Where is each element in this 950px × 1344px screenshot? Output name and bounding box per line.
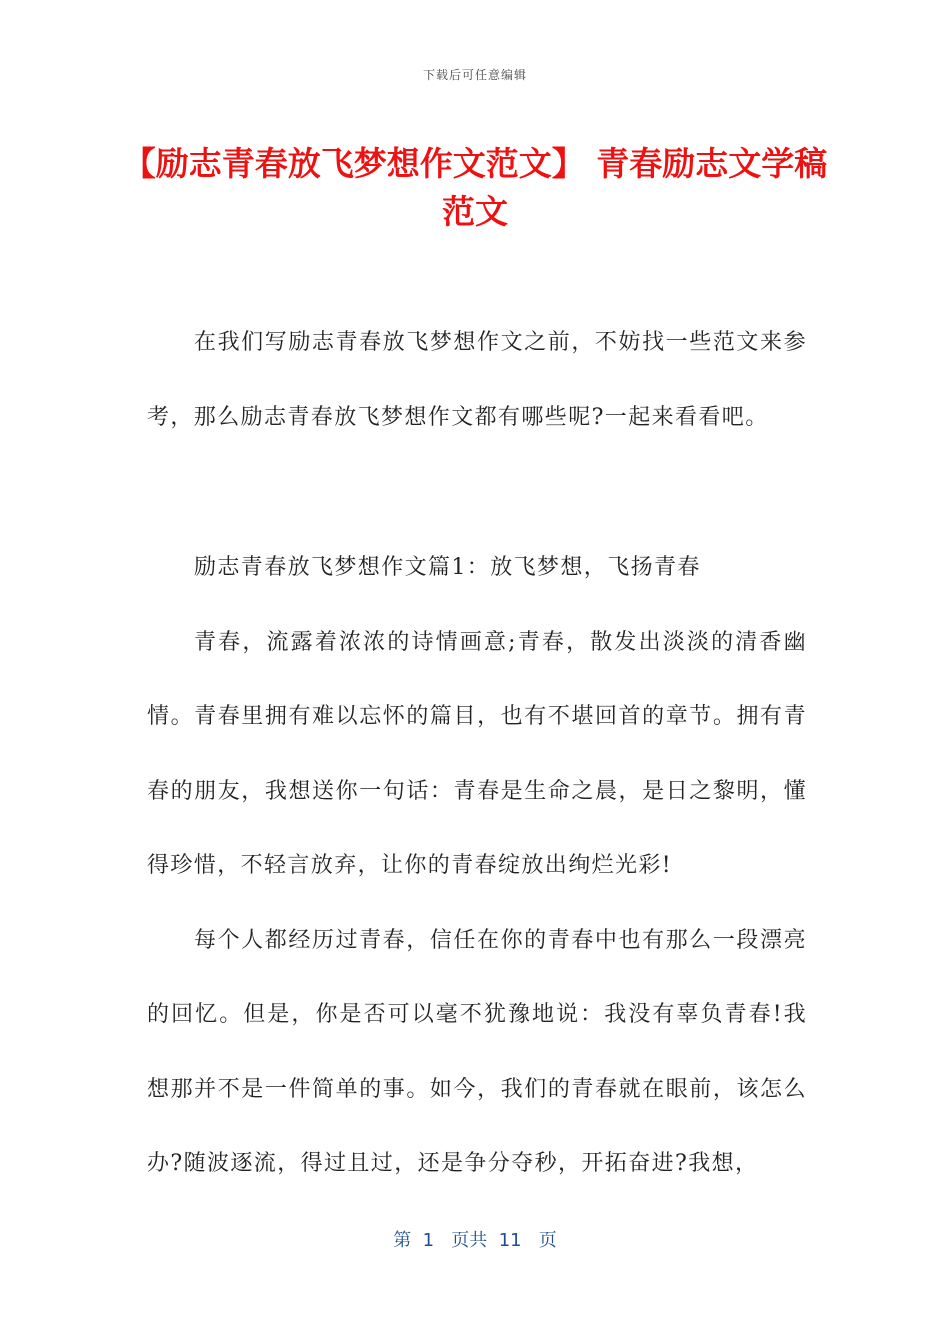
article-body [147, 531, 807, 1202]
body-paragraph: 每个人都经历过青春，信任在你的青春中也有那么一段漂亮的回忆。但是，你是否可以毫不犹豫地说：我没有辜负青春!我想那并不是一件简单的事。如今，我们的青春就在眼前，该怎么办?随波逐流，得过且过，还是争分夺秒，开拓奋进?我想， [147, 927, 807, 1176]
intro-paragraph: 在我们写励志青春放飞梦想作文之前，不妨找一些范文来参考，那么励志青春放飞梦想作文都有哪些呢?一起来看看吧。 [147, 330, 807, 430]
page-footer: 第 1 页共 11 页 [393, 1230, 557, 1251]
article-heading: 励志青春放飞梦想作文篇1：放飞梦想，飞扬青春 [194, 555, 701, 580]
document-title: 【励志青春放飞梦想作文范文】 青春励志文学稿范文 [122, 144, 828, 231]
header-note: 下载后可任意编辑 [422, 68, 527, 82]
body-paragraph: 青春，流露着浓浓的诗情画意;青春，散发出淡淡的清香幽情。青春里拥有难以忘怀的篇目，也有不堪回首的章节。拥有青春的朋友，我想送你一句话：青春是生命之晨，是日之黎明，懂得珍惜，不轻言放弃，让你的青春绽放出绚烂光彩! [147, 629, 807, 878]
